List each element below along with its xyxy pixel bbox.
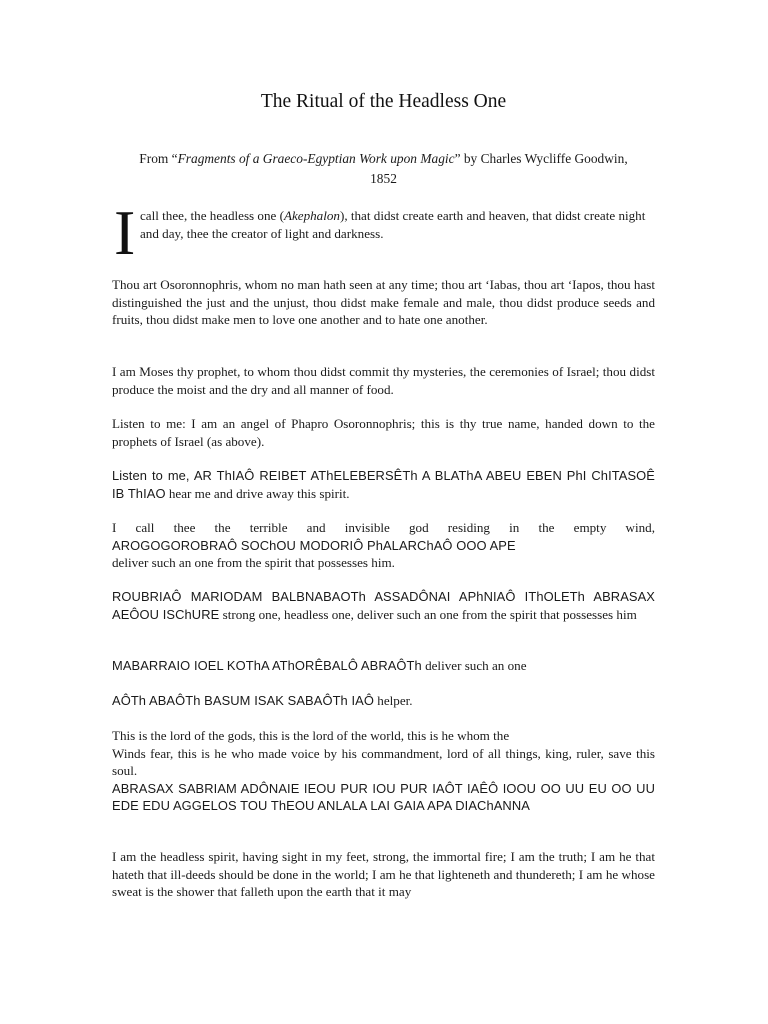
paragraph-8 [112, 692, 655, 710]
source-year: 1852 [370, 171, 397, 186]
paragraph-6-invocation: ROUBRIAÔ MARIODAM BALBNABAOTh ASSADÔNAI APhNIAÔ IThOLETh ABRASAX AEÔOU ISChURE [112, 589, 655, 622]
intro-italic-term: Akephalon [283, 208, 340, 223]
source-citation [108, 149, 659, 189]
paragraph-9-line-1: This is the lord of the gods, this is the lord of the world, this is he whom the [112, 728, 510, 743]
intro-text-after: ), that didst create earth and heaven, that didst create night and day, thee the creator of light and darkness. [140, 208, 646, 241]
paragraph-5-invocation: AROGOGOROBRAÔ SOChOU MODORIÔ PhALARChAÔ OOO APE [112, 537, 516, 553]
source-work-title: Fragments of a Graeco-Egyptian Work upon Magic [177, 151, 455, 166]
paragraph-8-invocation: AÔTh ABAÔTh BASUM ISAK SABAÔTh IAÔ [112, 693, 375, 708]
paragraph-5 [112, 519, 655, 572]
paragraph-4-tail: hear me and drive away this spirit. [165, 485, 350, 501]
paragraph-7-invocation: MABARRAIO IOEL KOThA AThORÊBALÔ ABRAÔTh [112, 658, 422, 673]
paragraph-4-invocation: Listen to me, AR ThIAÔ REIBET AThELEBERSÊTh A BLAThA ABEU EBEN PhI ChITASOÊ IB ThIAO [112, 468, 655, 501]
paragraph-6-tail: strong one, headless one, deliver such an one from the spirit that possesses him [219, 606, 637, 622]
source-prefix: From “ [139, 151, 178, 166]
paragraph-5-line-1: I call thee the terrible and invisible god residing in the empty wind, [112, 520, 655, 535]
paragraph-5-line-3: deliver such an one from the spirit that possesses him. [112, 555, 395, 571]
intro-text-before: call thee, the headless one ( [140, 208, 284, 223]
paragraph-2: I am Moses thy prophet, to whom thou didst commit thy mysteries, the ceremonies of Israel; thou didst produce the moist and the dry and all manner of food. [112, 364, 655, 397]
drop-cap: I [114, 197, 136, 268]
paragraph-8-tail: helper. [374, 693, 413, 708]
paragraph-9-invocation: ABRASAX SABRIAM ADÔNAIE IEOU PUR IOU PUR IAÔT IAÊÔ IOOU OO UU EU OO UU EDE EDU AGGELOS TOU ThEOU ANLALA LAI GAIA APA DIAChANNA [112, 780, 655, 814]
paragraph-1: Thou art Osoronnophris, whom no man hath seen at any time; thou art ‘Iabas, thou art ‘Iapos, thou hast distinguished the just and the unjust, thou didst make female and male, thou didst produce seeds and fruits, thou didst make men to love one another and to hate one another. [112, 277, 655, 328]
paragraph-10: I am the headless spirit, having sight in my feet, strong, the immortal fire; I am the truth; I am he that hateth that ill-deeds should be done in the world; I am he that lighteneth and thundereth; I am he whose sweat is the shower that falleth upon the earth that it may [112, 849, 655, 900]
paragraph-9 [112, 727, 655, 815]
paragraph-9-line-2: Winds fear, this is he who made voice by his commandment, lord of all things, king, ruler, save this soul. [112, 745, 655, 779]
intro-paragraph [140, 207, 655, 242]
document-title: The Ritual of the Headless One [260, 91, 507, 112]
paragraph-7-tail: deliver such an one [421, 658, 527, 673]
paragraph-7 [112, 657, 655, 675]
source-suffix: ” by Charles Wycliffe Goodwin, [454, 151, 628, 166]
document-page [112, 0, 655, 1024]
paragraph-6 [112, 588, 655, 623]
paragraph-3: Listen to me: I am an angel of Phapro Osoronnophris; this is thy true name, handed down to the prophets of Israel (as above). [112, 416, 655, 449]
paragraph-4 [112, 467, 655, 502]
